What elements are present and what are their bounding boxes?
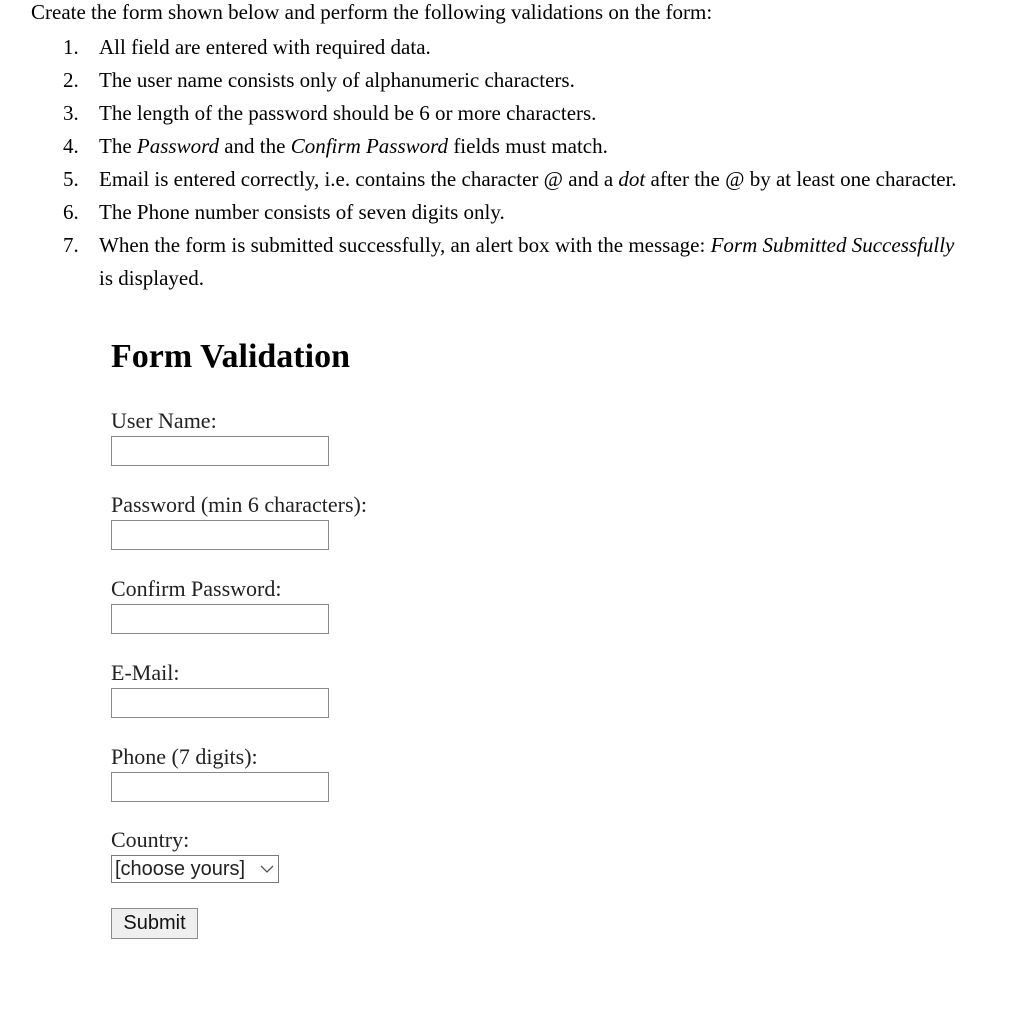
requirement-item [63,163,969,196]
requirement-number: 5. [63,167,79,191]
password-input[interactable] [111,520,329,550]
country-label: Country: [111,827,190,852]
requirement-text: The Phone number consists of seven digits only. [99,200,505,224]
country-select-value: [choose yours] [115,857,246,880]
requirement-text: The user name consists only of alphanumeric characters. [99,68,575,92]
requirement-item [63,130,969,163]
username-input[interactable] [111,436,329,466]
requirement-text: Password [136,134,219,158]
requirements-list [63,31,969,295]
email-label: E-Mail: [111,660,180,685]
phone-input[interactable] [111,772,329,802]
instructions-intro: Create the form shown below and perform the following validations on the form: [31,0,713,24]
requirement-number: 3. [63,101,79,125]
requirement-number: 2. [63,68,79,92]
requirement-text: after the @ by at least one character. [645,167,957,191]
requirement-text: When the form is submitted successfully, an alert box with the message: [99,233,711,257]
requirement-item [63,97,969,130]
requirement-text: Confirm Password [290,134,449,158]
form-title: Form Validation [111,338,350,375]
requirement-text: and the [218,134,291,158]
requirement-item [63,31,969,64]
requirement-item [63,229,969,295]
requirement-text: Form Submitted Successfully [710,233,955,257]
requirement-text: dot [618,167,646,191]
phone-label: Phone (7 digits): [111,744,258,769]
requirement-number: 1. [63,35,79,59]
requirement-text: The [99,134,137,158]
requirement-text: Email is entered correctly, i.e. contains the character @ and a [99,167,619,191]
requirement-item [63,64,969,97]
submit-button[interactable]: Submit [111,908,198,939]
requirement-number: 6. [63,200,79,224]
requirement-number: 4. [63,134,79,158]
username-label: User Name: [111,408,217,433]
country-select[interactable] [111,855,279,883]
requirement-text: is displayed. [99,266,204,290]
requirement-text: fields must match. [448,134,608,158]
requirement-text: All field are entered with required data. [99,35,431,59]
confirm-password-input[interactable] [111,604,329,634]
confirm-password-label: Confirm Password: [111,576,282,601]
requirement-text: The length of the password should be 6 or more characters. [99,101,597,125]
requirement-item [63,196,969,229]
chevron-down-icon [256,858,278,880]
password-label: Password (min 6 characters): [111,492,367,517]
email-input[interactable] [111,688,329,718]
requirement-number: 7. [63,233,79,257]
